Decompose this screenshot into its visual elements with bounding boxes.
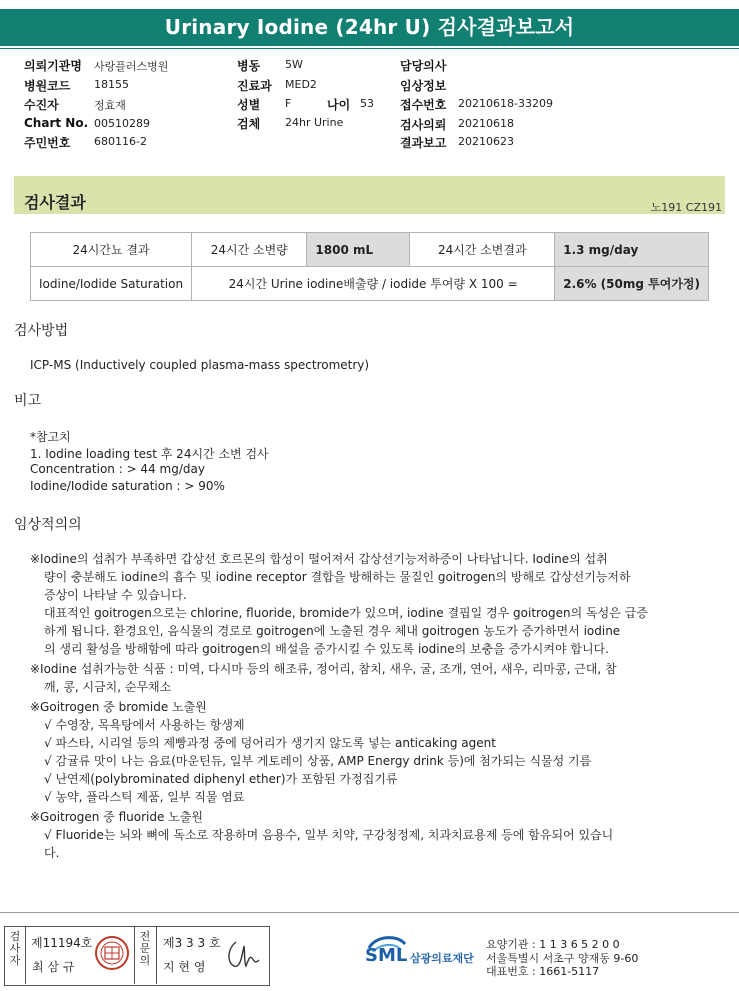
clinical-line: √ 농약, 플라스틱 제품, 일부 직물 염료 xyxy=(44,790,245,804)
info-label-chart-no: Chart No. xyxy=(24,116,89,130)
table-cell-urine-result-value: 1.3 mg/day xyxy=(555,233,709,267)
clinical-line: ※Goitrogen 중 fluoride 노출원 xyxy=(30,810,203,824)
signature-vertical-label-doctor: 전문의 xyxy=(139,930,151,967)
signature-name-tester: 최 삼 규 xyxy=(32,960,75,974)
clinical-line: ※Iodine 섭취가능한 식품 : 미역, 다시마 등의 해조류, 정어리, 참치, 새우, 굴, 조개, 연어, 새우, 리마콩, 근대, 참 xyxy=(30,662,617,676)
footer-divider xyxy=(0,912,739,913)
clinical-line: 량이 충분해도 iodine의 흡수 및 iodine receptor 결합을 방해하는 물질인 goitrogen의 방해로 갑상선기능저하 xyxy=(44,570,631,584)
info-value-ward: 5W xyxy=(285,58,303,71)
org-phone: 대표번호 : 1661-5117 xyxy=(486,965,600,978)
info-value-specimen: 24hr Urine xyxy=(285,116,344,129)
org-code: 요양기관 : 1 1 3 6 5 2 0 0 xyxy=(486,938,620,951)
info-value-request-date: 20210618 xyxy=(458,117,514,130)
remarks-line: *참고치 xyxy=(30,430,71,444)
handwritten-signature-icon xyxy=(222,936,264,972)
signature-vertical-label-tester: 검사자 xyxy=(9,930,21,967)
clinical-line: √ 파스타, 시리얼 등의 제빵과정 중에 덩어리가 생기지 않도록 넣는 anticaking agent xyxy=(44,736,496,750)
info-value-patient: 정효재 xyxy=(94,99,126,112)
info-value-report-date: 20210623 xyxy=(458,135,514,148)
table-cell-volume-value: 1800 mL xyxy=(307,233,410,267)
method-text: ICP-MS (Inductively coupled plasma-mass spectrometry) xyxy=(30,358,370,372)
result-table xyxy=(30,232,709,301)
info-value-hospital-code: 18155 xyxy=(94,78,129,91)
info-label-department: 진료과 xyxy=(237,79,272,93)
info-value-hospital: 사랑플러스병원 xyxy=(94,60,169,73)
info-label-clinical-info: 임상정보 xyxy=(400,79,447,93)
signature-divider xyxy=(156,926,157,984)
info-label-ward: 병동 xyxy=(237,59,261,73)
result-section-band xyxy=(14,176,725,214)
info-value-age: 53 xyxy=(360,97,374,110)
info-label-resident-no: 주민번호 xyxy=(24,136,71,150)
clinical-line: 깨, 콩, 시금치, 순무채소 xyxy=(44,680,172,694)
clinical-line: 증상이 나타날 수 있습니다. xyxy=(44,588,187,602)
clinical-line: ※Iodine의 섭취가 부족하면 갑상선 호르몬의 합성이 떨어져서 갑상선기능저하증이 나타납니다. Iodine의 섭취 xyxy=(30,552,608,566)
signature-license-no-tester: 제11194호 xyxy=(31,936,93,950)
seal-icon xyxy=(94,933,130,973)
header-divider xyxy=(0,48,739,49)
clinical-line: √ 감귤류 맛이 나는 음료(마운틴듀, 일부 게토레이 상품, AMP Energy drink 등)에 첨가되는 식물성 기름 xyxy=(44,754,592,768)
report-title: Urinary Iodine (24hr U) 검사결과보고서 xyxy=(0,9,739,46)
info-value-sex: F xyxy=(285,97,292,110)
clinical-line: 다. xyxy=(44,846,60,860)
info-value-receipt-no: 20210618-33209 xyxy=(458,97,553,110)
signature-divider xyxy=(134,926,135,984)
info-label-specimen: 검체 xyxy=(237,117,261,131)
result-section-title: 검사결과 xyxy=(24,193,86,212)
info-label-patient: 수진자 xyxy=(24,98,59,112)
remarks-line: Iodine/Iodide saturation : > 90% xyxy=(30,479,225,493)
table-row xyxy=(31,233,709,267)
signature-license-no-doctor: 제3 3 3 호 xyxy=(163,936,221,950)
info-label-request-date: 검사의뢰 xyxy=(400,118,447,132)
remarks-line: Concentration : > 44 mg/day xyxy=(30,462,205,476)
info-value-resident-no: 680116-2 xyxy=(94,135,147,148)
clinical-line: √ 수영장, 목욕탕에서 사용하는 항생제 xyxy=(44,718,245,732)
remarks-title: 비고 xyxy=(14,393,42,409)
info-value-department: MED2 xyxy=(285,78,317,91)
clinical-line: 하게 됩니다. 환경요인, 음식물의 경로로 goitrogen에 노출된 경우 체내 goitrogen 농도가 증가하면서 iodine xyxy=(44,624,621,638)
info-label-doctor: 담당의사 xyxy=(400,59,447,73)
sml-logo-text: SML xyxy=(365,945,408,966)
info-label-receipt-no: 접수번호 xyxy=(400,98,447,112)
info-label-age: 나이 xyxy=(327,98,351,112)
table-cell-urine-result-label: 24시간 소변결과 xyxy=(410,233,555,267)
clinical-line: 대표적인 goitrogen으로는 chlorine, fluoride, bromide가 있으며, iodine 결핍일 경우 goitrogen의 독성은 급증 xyxy=(44,606,648,620)
signature-divider xyxy=(25,926,26,984)
clinical-title: 임상적의의 xyxy=(14,517,82,533)
remarks-line: 1. Iodine loading test 후 24시간 소변 검사 xyxy=(30,447,269,461)
info-label-sex: 성별 xyxy=(237,98,261,112)
clinical-line: √ 난연제(polybrominated diphenyl ether)가 포함된 가정집기류 xyxy=(44,772,398,786)
table-cell-saturation-value: 2.6% (50mg 투여가정) xyxy=(555,267,709,301)
signature-name-doctor: 지 현 영 xyxy=(163,960,206,974)
table-cell-24h-result-label: 24시간뇨 결과 xyxy=(31,233,192,267)
table-cell-volume-label: 24시간 소변량 xyxy=(192,233,307,267)
clinical-line: 의 생리 활성을 방해함에 따라 goitrogen의 배설을 증가시킬 수 있도록 iodine의 보충을 증가시켜야 합니다. xyxy=(44,642,609,656)
info-label-hospital: 의뢰기관명 xyxy=(24,59,82,73)
org-address: 서울특별시 서초구 양재동 9-60 xyxy=(486,952,639,965)
org-name: 삼광의료재단 xyxy=(410,952,474,965)
table-cell-saturation-label: Iodine/Iodide Saturation xyxy=(31,267,192,301)
result-section-code: 노191 CZ191 xyxy=(650,201,722,214)
info-value-chart-no: 00510289 xyxy=(94,117,150,130)
clinical-line: √ Fluoride는 뇌와 뼈에 독소로 작용하며 음용수, 일부 치약, 구강청정제, 치과치료용제 등에 함유되어 있습니 xyxy=(44,828,614,842)
info-label-hospital-code: 병원코드 xyxy=(24,79,71,93)
clinical-line: ※Goitrogen 중 bromide 노출원 xyxy=(30,700,207,714)
method-title: 검사방법 xyxy=(14,323,69,339)
info-label-report-date: 결과보고 xyxy=(400,136,447,150)
table-row xyxy=(31,267,709,301)
table-cell-saturation-formula: 24시간 Urine iodine배출량 / iodide 투여량 X 100 = xyxy=(192,267,555,301)
